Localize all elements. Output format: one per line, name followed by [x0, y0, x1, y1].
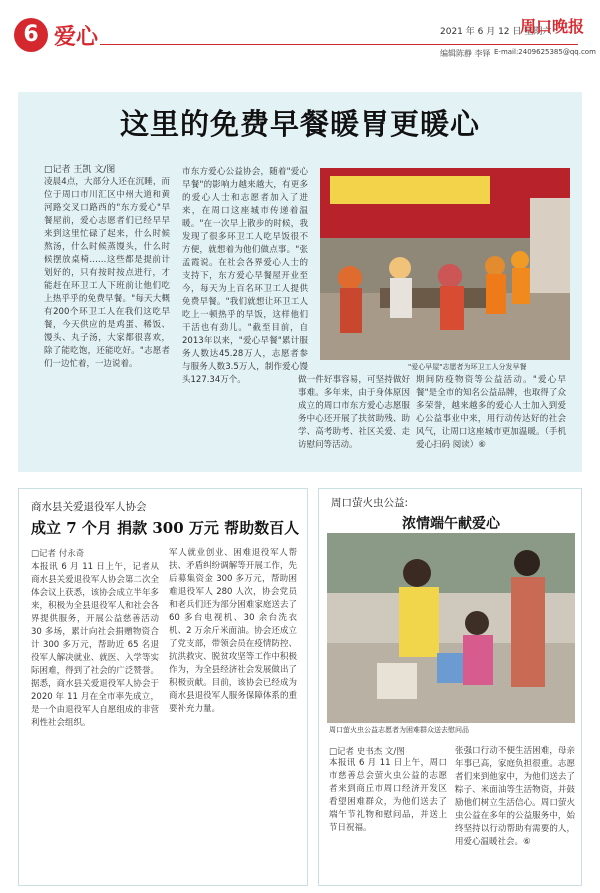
lead-body-column-4: 期间防疫物资等公益活动。"爱心早餐"是全市的知名公益品牌，也取得了众多荣誉，越来越多的爱心人士加入到爱心公益事业中来，用行动传达好的社会风气，让周口这座城市更加温暖。（手机爱心扫码 阅读）⑥ — [416, 375, 566, 450]
lead-byline: □记者 王凯 文/图 — [44, 165, 116, 175]
firefly-headline: 浓情端午献爱心 — [402, 516, 500, 532]
veterans-byline: □记者 付永奇 — [31, 549, 85, 559]
volunteer-photo — [327, 533, 575, 723]
veterans-body-column-1: 本报讯 6 月 11 日上午，记者从商水县关爱退役军人协会第二次全体会议上获悉，该协会成立半年多来，积极为全县退役军人和社会各界提供服务，开展公益慈善活动 30 多场，累计向社会捐赠物资合计 300 多万元，帮助近 65 名退役军人解决就业、就医、入学等实际困难，得到了社会的广泛赞誉。据悉，商水县关爱退役军人协会于 2020 年 11 月在全市率先成立，是一个由退役军人自愿组成的非营利性社会组织。 — [31, 562, 159, 728]
masthead-logo: 周口晚报 — [520, 17, 585, 36]
firefly-article — [318, 488, 582, 886]
firefly-body-column-2: 张强口行动不便生活困难，母亲年事已高，家庭负担很重。志愿者们来到他家中，为他们送去了粽子、米面油等生活物资，并鼓励他们树立生活信心。周口萤火虫公益在多年的公益服务中，始终坚持以行动帮助有需要的人，用爱心温暖社会。⑥ — [455, 746, 575, 847]
lead-body-column-2: 市东方爱心公益协会，随着"爱心早餐"的影响力越来越大，有更多的爱心人士和志愿者加入了进来，在周口这座城市传递着温暖。"在一次早上散步的时候，我发现了很多环卫工人吃早饭很不方便，就想着为他们做点事。"张孟霞说。在社会各界爱心人士的支持下，东方爱心早餐屋开业至今，每天为上百名环卫工人提供免费早餐。"我们就想让环卫工人吃上一顿热乎的早饭，这样他们干活也有劲儿。"截至目前，自2013年以来，"爱心早餐"累计服务人数达45.28万人，志愿者参与服务人数3.5万人，制作爱心馒头127.34万个。 — [182, 167, 308, 385]
lead-body-column-1: 凌晨4点，大部分人还在沉睡，而位于周口市川汇区中州大道和黄河路交叉口路西的"东方爱心"早餐屋前，爱心志愿者们已经早早来到这里忙碌了起来，什么时候熬汤，什么时候蒸馒头，什么时候摆放桌椅……这些都是提前计划好的，只有按时按点进行，才能赶在环卫工人下班前让他们吃上热乎乎的免费早餐。"每天大概有200个环卫工人在我们这吃早餐，今天供应的是鸡蛋、稀饭、馒头、丸子汤，大家都很喜欢，除了能吃饱，还能吃好。"志愿者们一边忙着，一边说着。 — [44, 177, 170, 369]
page-header — [0, 0, 600, 64]
page-number-badge: 6 — [14, 18, 48, 52]
issue-date: 2021 年 6 月 12 日 星期六 — [440, 27, 552, 37]
editor-credit: 编辑陈静 李铎 — [440, 49, 491, 58]
veterans-article — [18, 488, 308, 886]
breakfast-photo — [320, 168, 570, 360]
contact-email: E-mail:2409625385@qq.com — [494, 48, 596, 56]
firefly-kicker: 周口萤火虫公益: — [331, 497, 409, 509]
lead-body-column-3: 做一件好事容易，可坚持做好事难。多年来，由于身体原因成立的周口市东方爱心志愿服务中心还开展了扶贫助残、助学、高考助考、社区关爱、走访慰问等活动。 — [298, 375, 410, 450]
firefly-photo-caption: 周口萤火虫公益志愿者为困难群众送去慰问品 — [329, 726, 469, 734]
firefly-byline: □记者 史书杰 文/图 — [329, 747, 405, 757]
veterans-kicker: 商水县关爱退役军人协会 — [31, 501, 147, 513]
lead-headline: 这里的免费早餐暖胃更暖心 — [119, 107, 480, 141]
header-divider — [100, 44, 578, 45]
firefly-body-column-1: 本报讯 6 月 11 日上午，周口市慈善总会萤火虫公益的志愿者来到商丘市周口经济开发区看望困难群众，为他们送去了端午节礼物和慰问品，并送上节日祝福。 — [329, 758, 447, 833]
lead-article — [18, 92, 582, 472]
veterans-body-column-2: 军人就业创业、困难退役军人帮扶、矛盾纠纷调解等开展工作，先后募集资金 300 多万元，帮助困难退役军人 280 人次，协会党员和老兵们还为部分困难家庭送去了 60 多台电视机、30 余台洗衣机、2 万余斤米面油。协会还成立了党支部，带领会员在疫情防控、抗洪救灾、脱贫攻坚等工作中积极作为，为全县经济社会发展做出了积极贡献。目前，该协会已经成为商水县退役军人服务保障体系的重要补充力量。 — [169, 548, 297, 714]
veterans-headline: 成立 7 个月 捐款 300 万元 帮助数百人 — [31, 519, 300, 537]
lead-photo-caption: "爱心早屋"志愿者为环卫工人分发早餐 — [408, 363, 527, 371]
section-title: 爱心 — [54, 24, 99, 50]
